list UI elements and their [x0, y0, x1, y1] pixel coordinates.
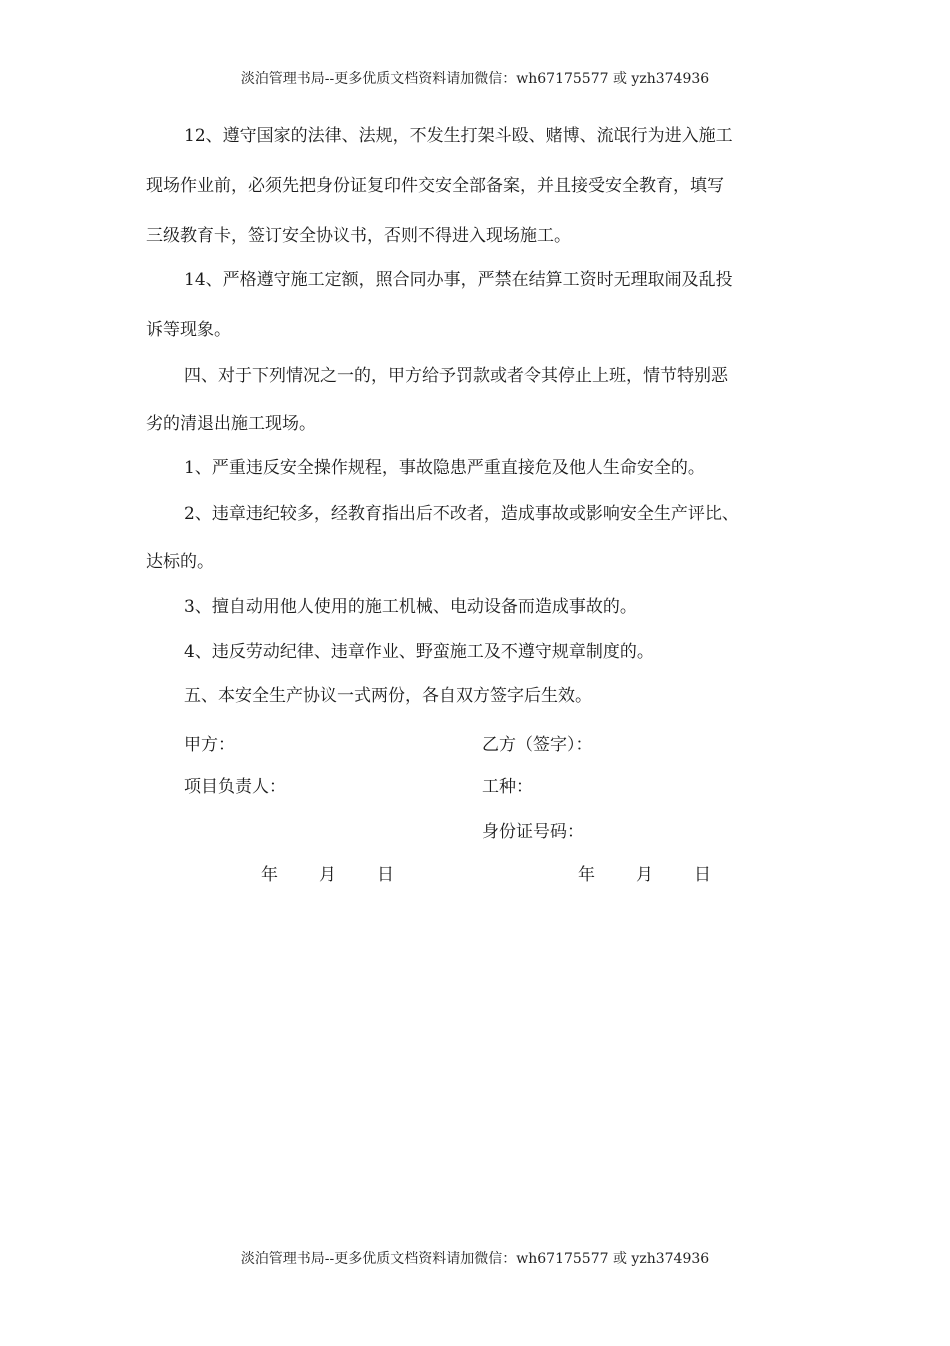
- item-3: 3、擅自动用他人使用的施工机械、电动设备而造成事故的。: [184, 597, 637, 617]
- section-5: 五、本安全生产协议一式两份，各自双方签字后生效。: [184, 686, 592, 706]
- party-b-date-day: 日: [694, 865, 711, 885]
- clause-14-line-2: 诉等现象。: [146, 320, 231, 340]
- item-2-line-2: 达标的。: [146, 552, 214, 572]
- section-4-line-2: 劣的清退出施工现场。: [146, 414, 316, 434]
- party-b-date-year: 年: [578, 865, 595, 885]
- party-a-date-year: 年: [261, 865, 278, 885]
- party-a-date-month: 月: [319, 865, 336, 885]
- project-lead-label: 项目负责人：: [184, 777, 286, 797]
- section-4-line-1: 四、对于下列情况之一的，甲方给予罚款或者令其停止上班，情节特别恶: [184, 366, 728, 386]
- party-a-date-day: 日: [377, 865, 394, 885]
- item-1: 1、严重违反安全操作规程，事故隐患严重直接危及他人生命安全的。: [184, 458, 705, 478]
- item-2-line-1: 2、违章违纪较多，经教育指出后不改者，造成事故或影响安全生产评比、: [184, 504, 739, 524]
- party-b-label: 乙方（签字）：: [482, 735, 593, 755]
- clause-12-line-1: 12、遵守国家的法律、法规，不发生打架斗殴、赌博、流氓行为进入施工: [184, 126, 733, 146]
- clause-12-line-2: 现场作业前，必须先把身份证复印件交安全部备案，并且接受安全教育，填写: [146, 176, 724, 196]
- id-number-label: 身份证号码：: [482, 822, 584, 842]
- party-a-label: 甲方：: [184, 735, 235, 755]
- header-note: 淡泊管理书局--更多优质文档资料请加微信：wh67175577 或 yzh374936: [240, 71, 710, 87]
- party-b-date-month: 月: [636, 865, 653, 885]
- clause-12-line-3: 三级教育卡，签订安全协议书，否则不得进入现场施工。: [146, 226, 571, 246]
- item-4: 4、违反劳动纪律、违章作业、野蛮施工及不遵守规章制度的。: [184, 642, 654, 662]
- work-type-label: 工种：: [482, 777, 533, 797]
- footer-note: 淡泊管理书局--更多优质文档资料请加微信：wh67175577 或 yzh374936: [240, 1251, 710, 1267]
- clause-14-line-1: 14、严格遵守施工定额，照合同办事，严禁在结算工资时无理取闹及乱投: [184, 270, 733, 290]
